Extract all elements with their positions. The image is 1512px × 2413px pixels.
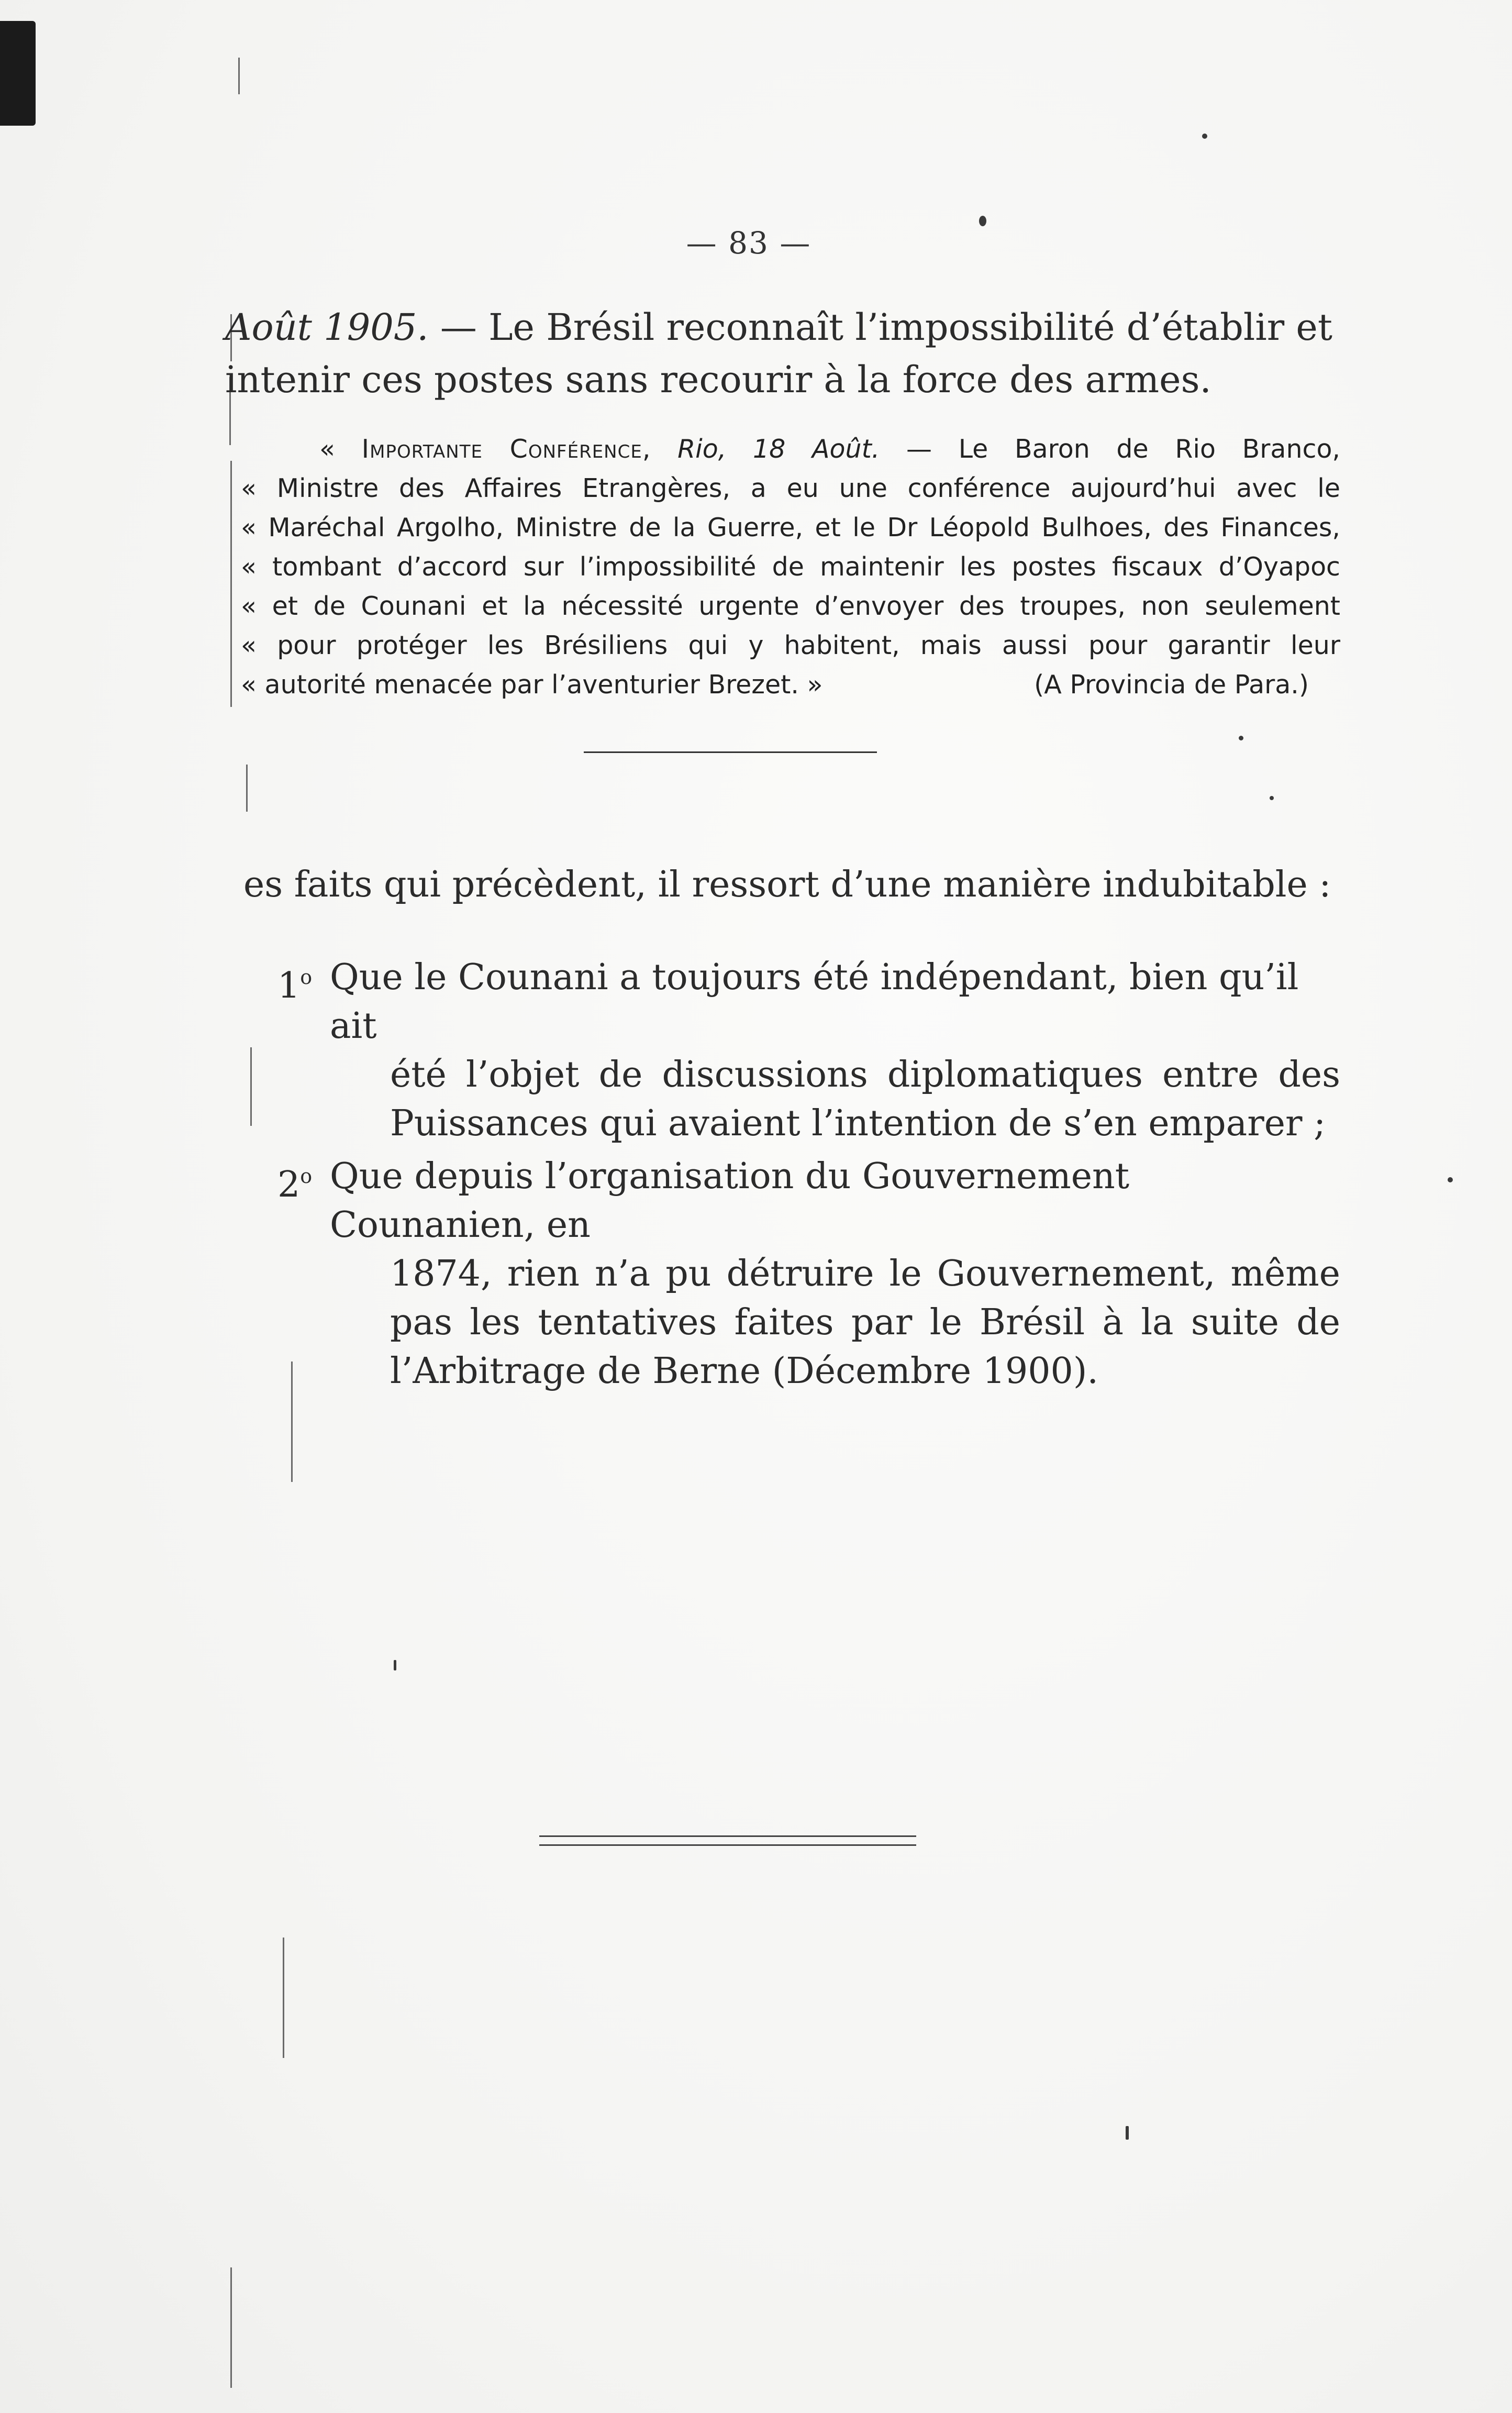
quote-source: (A Provincia de Para.) xyxy=(1034,670,1309,700)
conclusion-item-1 xyxy=(277,953,1340,1148)
quote-open-mark: « xyxy=(319,434,362,464)
quote-line: « pour protéger les Brésiliens qui y habitent, mais aussi pour garantir leur xyxy=(241,630,1340,660)
margin-line xyxy=(230,2267,232,2388)
item-number-digit: 2 xyxy=(277,1164,301,1205)
binding-edge-mark xyxy=(0,21,36,126)
item-body xyxy=(330,1152,1340,1396)
item-first-line: Que le Counani a toujours été indépendant, bien qu’il ait xyxy=(330,957,1299,1047)
ink-speck xyxy=(1270,796,1274,800)
item-ordinal: o xyxy=(300,1165,313,1188)
headline xyxy=(225,301,1351,406)
item-number-digit: 1 xyxy=(277,965,301,1006)
quote-place-date: Rio, 18 Août. xyxy=(651,434,880,464)
margin-line xyxy=(230,461,232,707)
item-ordinal: o xyxy=(300,966,313,989)
quote-line: « Maréchal Argolho, Ministre de la Guerre, et le Dr Léopold Bulhoes, des Finances, xyxy=(241,513,1340,543)
newspaper-quote xyxy=(241,429,1340,704)
quote-last-line xyxy=(241,665,1340,704)
quote-line xyxy=(241,429,1340,469)
ink-speck xyxy=(1202,134,1207,139)
end-double-rule xyxy=(539,1835,916,1846)
quote-line: « Ministre des Affaires Etrangères, a eu une conférence aujourd’hui avec le xyxy=(241,473,1340,503)
headline-date: Août 1905. xyxy=(225,306,429,349)
quote-title: Importante Conférence, xyxy=(361,434,651,464)
margin-line xyxy=(238,58,240,94)
item-continuation: été l’objet de discussions diplomatiques entre des Puissances qui avaient l’intention de s’en emparer ; xyxy=(390,1054,1340,1144)
headline-line-2: intenir ces postes sans recourir à la force des armes. xyxy=(225,358,1211,401)
margin-line xyxy=(283,1938,284,2058)
item-first-line: Que depuis l’organisation du Gouvernement Counanien, en xyxy=(330,1156,1130,1246)
ink-speck xyxy=(1448,1177,1453,1182)
margin-line xyxy=(250,1047,252,1126)
item-number xyxy=(277,1152,330,1209)
quote-line-7: « autorité menacée par l’aventurier Brezet. » xyxy=(241,670,823,700)
margin-line xyxy=(246,765,248,812)
item-number xyxy=(277,953,330,1010)
headline-text: — Le Brésil reconnaît l’impossibilité d’établir et xyxy=(428,306,1332,349)
quote-line: « et de Counani et la nécessité urgente d’envoyer des troupes, non seulement xyxy=(241,591,1340,621)
quote-line: « tombant d’accord sur l’impossibilité de maintenir les postes fiscaux d’Oyapoc xyxy=(241,552,1340,582)
quote-line-1-rest: — Le Baron de Rio Branco, xyxy=(880,434,1341,464)
item-continuation: 1874, rien n’a pu détruire le Gouvernement, même pas les tentatives faites par le Brésil à la suite de l’Arbitrage de Berne (Décembre 1900). xyxy=(390,1253,1340,1392)
section-rule xyxy=(584,751,877,753)
conclusion-item-2 xyxy=(277,1152,1340,1396)
ink-speck xyxy=(979,216,986,226)
ink-speck xyxy=(394,1660,396,1670)
page-number: — 83 — xyxy=(686,225,811,261)
ink-speck xyxy=(1239,736,1243,740)
conclusion-intro: es faits qui précèdent, il ressort d’une manière indubitable : xyxy=(243,864,1331,905)
item-body xyxy=(330,953,1340,1148)
ink-speck xyxy=(1126,2126,1129,2140)
